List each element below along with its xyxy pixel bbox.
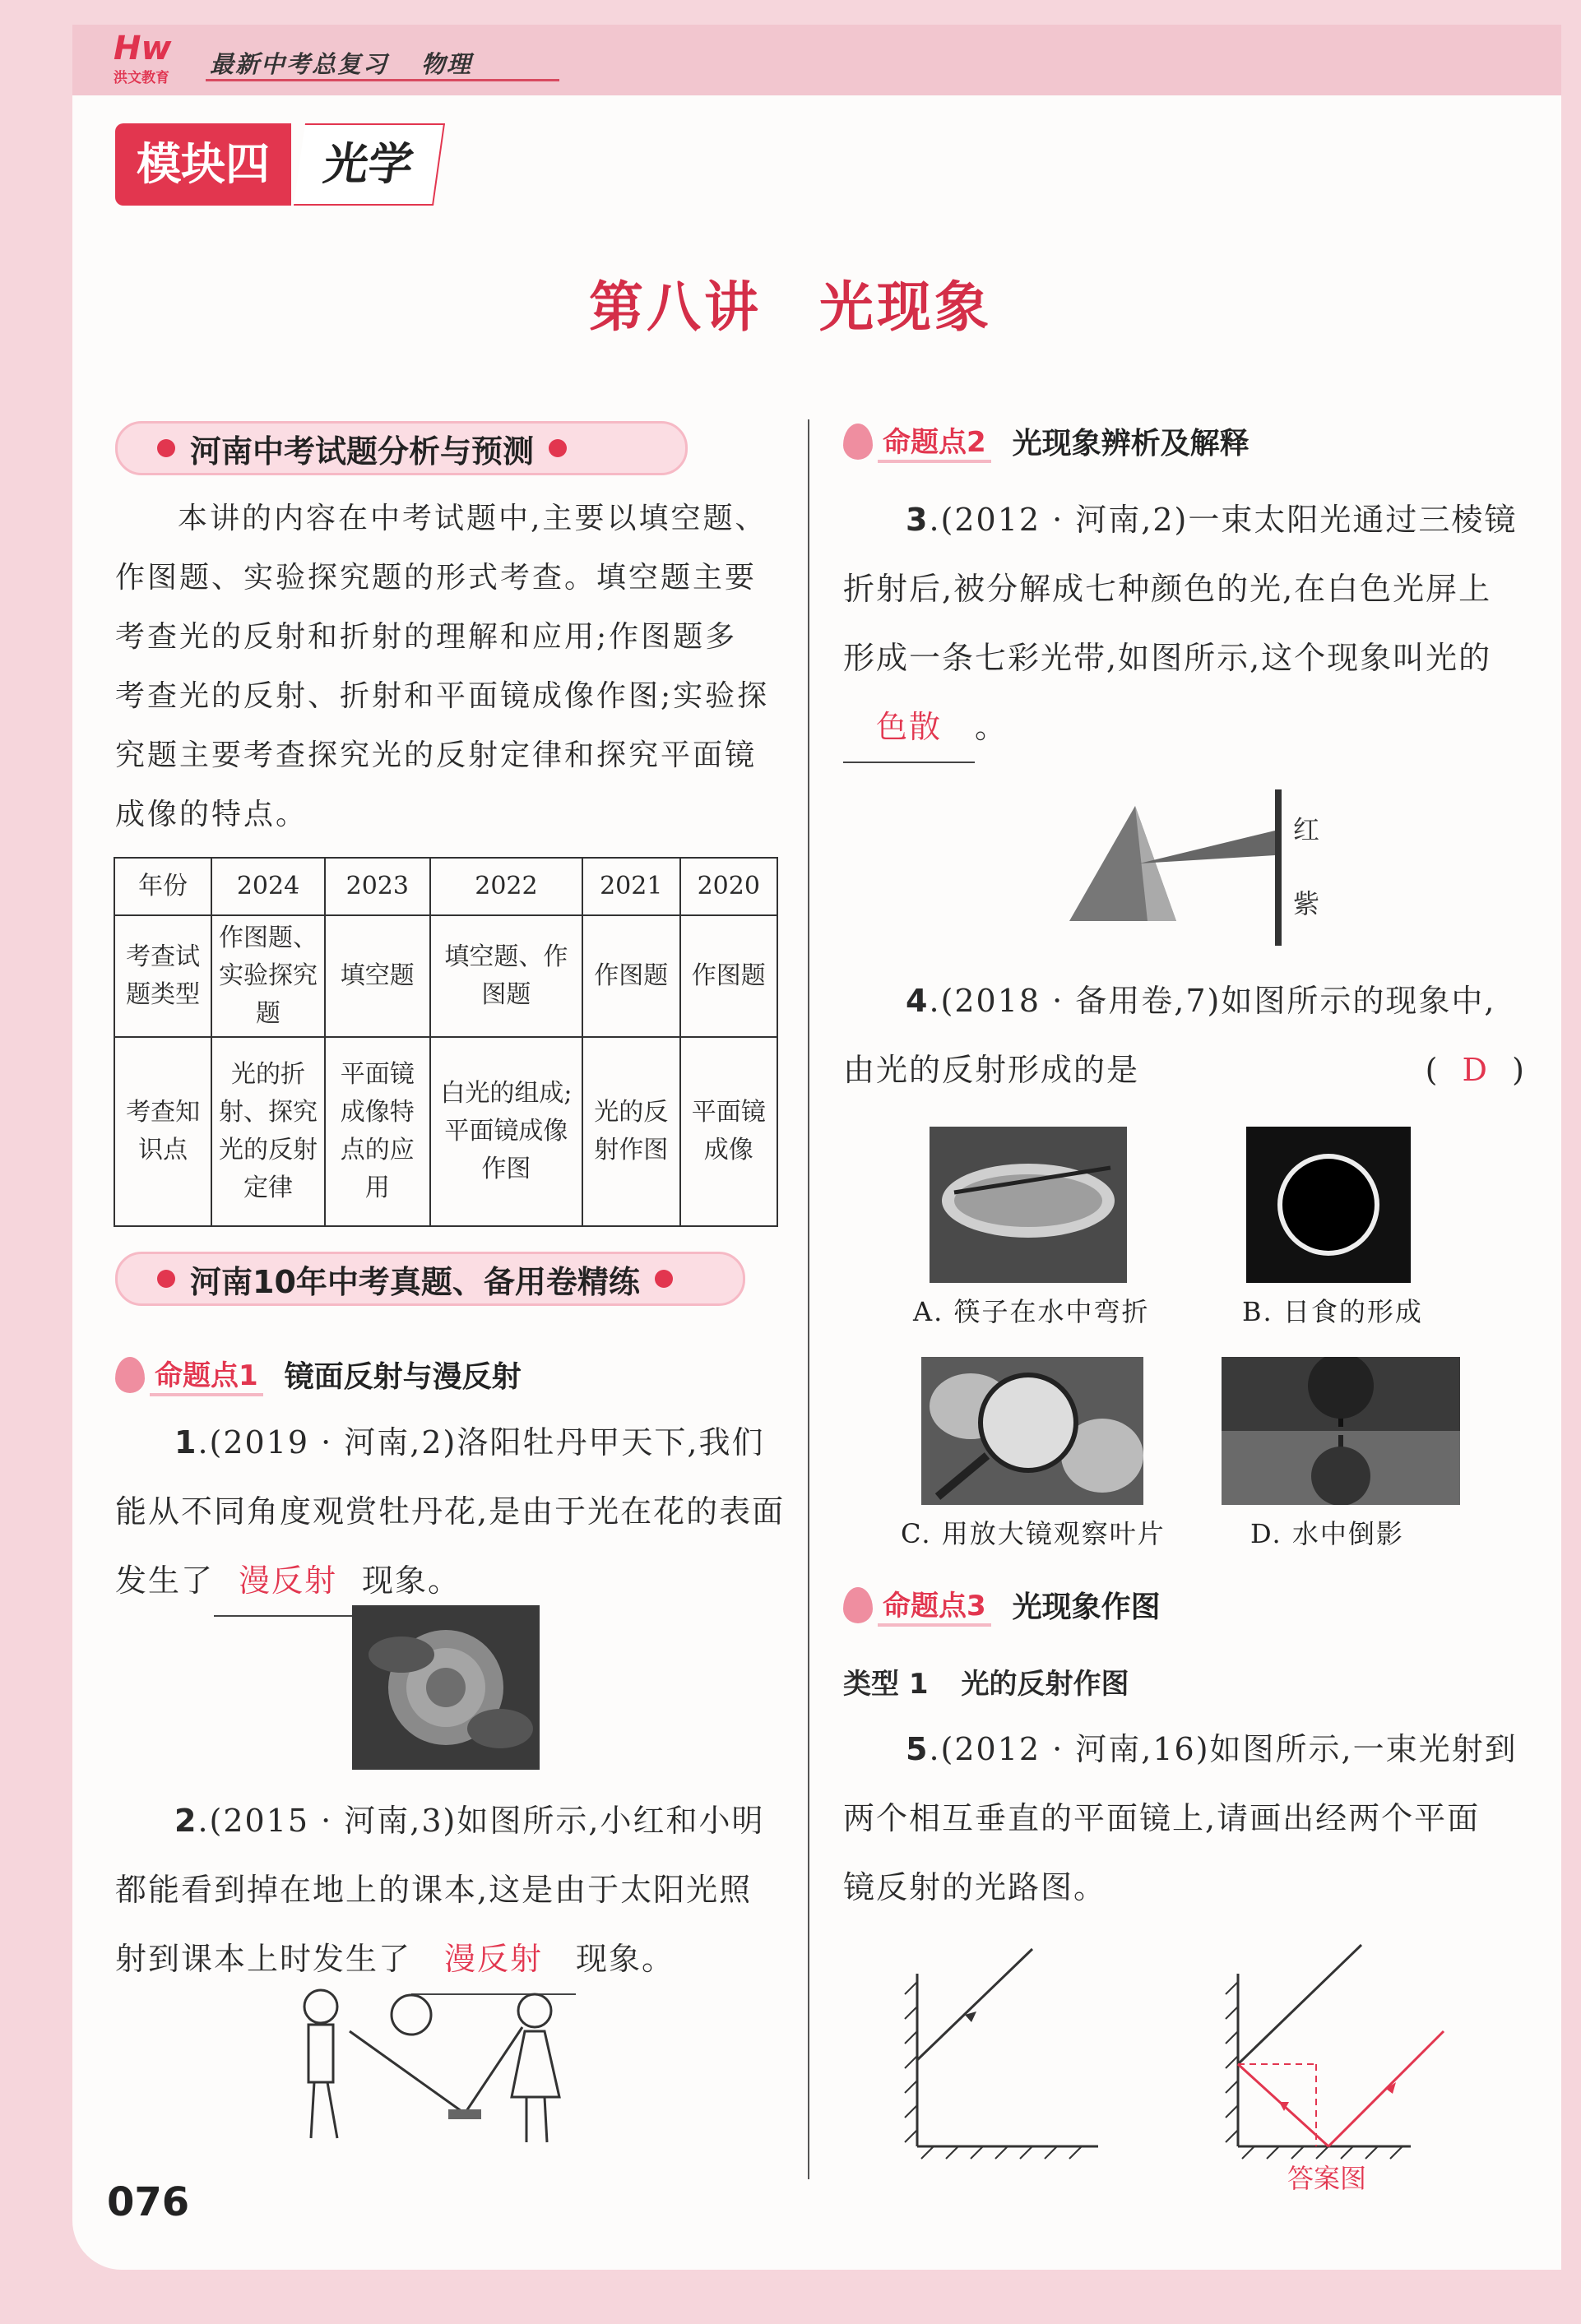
question-source: .(2019 · 河南,2)洛阳牡丹甲天下,我们 (197, 1424, 765, 1461)
purple-label: 紫 (1293, 888, 1320, 919)
question-line: 能从不同角度观赏牡丹花,是由于光在花的表面 (115, 1493, 786, 1530)
drop-icon (843, 1587, 873, 1623)
question-4 (843, 966, 1526, 1104)
table-cell: 考查试题类型 (114, 915, 211, 1037)
bullet-dot-icon (549, 439, 567, 457)
module-name: 光学 (294, 123, 445, 206)
question-number: 4 (906, 983, 930, 1019)
bullet-dot-icon (157, 1270, 175, 1288)
table-row (114, 1037, 777, 1226)
table-header-cell: 2021 (582, 858, 679, 915)
question-source: .(2018 · 备用卷,7)如图所示的现象中, (929, 983, 1496, 1019)
option-a-caption: A. 筷子在水中弯折 (913, 1296, 1150, 1327)
table-cell: 光的折射、探究光的反射定律 (211, 1037, 325, 1226)
table-header-cell: 2022 (430, 858, 582, 915)
table-header-cell: 2023 (325, 858, 430, 915)
header-underline (206, 79, 559, 81)
question-2 (115, 1786, 790, 1995)
table-cell: 平面镜成像 (680, 1037, 778, 1226)
intro-line: 考查光的反射和折射的理解和应用;作图题多 (115, 620, 738, 654)
table-header-cell: 年份 (114, 858, 211, 915)
prism-dispersion-diagram (1069, 781, 1333, 954)
option-c-caption: C. 用放大镜观察叶片 (901, 1518, 1166, 1549)
intro-line: 成像的特点。 (115, 798, 308, 831)
answer-blank: 漫反射 (411, 1924, 576, 1995)
module-label: 模块四 (115, 123, 291, 206)
question-line: 发生了 (115, 1562, 215, 1599)
question-line: 两个相互垂直的平面镜上,请画出经两个平面 (843, 1800, 1481, 1836)
section-heading-practice (115, 1252, 745, 1306)
table-cell: 填空题、作图题 (430, 915, 582, 1037)
intro-line: 考查光的反射、折射和平面镜成像作图;实验探 (115, 679, 770, 713)
series-name: 最新中考总复习 (210, 50, 389, 78)
question-5 (843, 1715, 1526, 1922)
question-line: 折射后,被分解成七种颜色的光,在白色光屏上 (843, 571, 1492, 607)
question-source: .(2012 · 河南,2)一束太阳光通过三棱镜 (929, 502, 1518, 538)
topic-point-label: 命题点2 (878, 419, 991, 463)
question-1 (115, 1408, 790, 1617)
page-number: 076 (107, 2179, 190, 2225)
section-heading-text: 河南中考试题分析与预测 (190, 433, 535, 470)
intro-paragraph (115, 489, 790, 845)
lecture-title (0, 263, 1581, 341)
answer-caption: 答案图 (1287, 2163, 1367, 2194)
table-header-row (114, 858, 777, 915)
topic-point-text: 光现象辨析及解释 (1012, 427, 1250, 461)
answer-paren: ( D ) (1425, 1052, 1526, 1088)
question-number: 5 (906, 1731, 930, 1767)
logo-mark: Hw (114, 30, 172, 67)
option-a-photo (930, 1127, 1127, 1283)
option-c-photo (921, 1357, 1143, 1505)
topic-point-label: 命题点1 (150, 1353, 263, 1396)
logo-name: 洪文教育 (114, 70, 169, 86)
question-line: 镜反射的光路图。 (843, 1869, 1107, 1905)
intro-line: 究题主要考查探究光的反射定律和探究平面镜 (115, 738, 758, 772)
column-divider (808, 419, 809, 2179)
table-cell: 作图题 (582, 915, 679, 1037)
drop-icon (843, 424, 873, 460)
question-line: 现象。 (362, 1562, 461, 1599)
table-header-cell: 2024 (211, 858, 325, 915)
question-line: 现象。 (576, 1941, 675, 1977)
exam-analysis-table (114, 857, 778, 1227)
table-cell: 作图题、实验探究题 (211, 915, 325, 1037)
children-book-illustration (288, 1982, 584, 2155)
question-number: 1 (174, 1424, 198, 1461)
question-line: 都能看到掉在地上的课本,这是由于太阳光照 (115, 1872, 753, 1908)
section-heading-text: 河南10年中考真题、备用卷精练 (190, 1263, 640, 1300)
answer-blank: 色散 (843, 692, 975, 763)
section-heading-analysis (115, 421, 688, 475)
module-banner (115, 123, 439, 206)
topic-point-text: 镜面反射与漫反射 (284, 1360, 522, 1394)
question-line: 射到课本上时发生了 (115, 1941, 412, 1977)
question-3 (843, 485, 1526, 763)
option-d-caption: D. 水中倒影 (1250, 1518, 1404, 1549)
red-label: 红 (1293, 814, 1320, 845)
topic-point-3 (843, 1583, 1161, 1627)
option-d-photo (1222, 1357, 1460, 1505)
question-line: 。 (975, 709, 1008, 745)
series-title (210, 46, 472, 80)
lecture-number: 第八讲 (589, 275, 762, 339)
answer-choice: D (1462, 1052, 1490, 1088)
mirror-answer-diagram (1222, 1941, 1460, 2196)
bullet-dot-icon (157, 439, 175, 457)
question-source: .(2015 · 河南,3)如图所示,小红和小明 (197, 1803, 765, 1839)
lecture-topic: 光现象 (819, 275, 992, 339)
peony-photo (352, 1605, 540, 1770)
question-source: .(2012 · 河南,16)如图所示,一束光射到 (929, 1731, 1518, 1767)
mirror-question-diagram (901, 1941, 1106, 2163)
type-label: 类型 1 (843, 1668, 929, 1701)
option-b-caption: B. 日食的形成 (1242, 1296, 1423, 1327)
topic-point-text: 光现象作图 (1012, 1590, 1161, 1624)
table-row (114, 915, 777, 1037)
table-header-cell: 2020 (680, 858, 778, 915)
table-cell: 填空题 (325, 915, 430, 1037)
type-text: 光的反射作图 (961, 1668, 1129, 1701)
drop-icon (115, 1357, 145, 1393)
type-heading (843, 1661, 1129, 1701)
intro-line: 作图题、实验探究题的形式考查。填空题主要 (115, 561, 758, 595)
question-line: 形成一条七彩光带,如图所示,这个现象叫光的 (843, 640, 1492, 676)
question-line: 由光的反射形成的是 (843, 1052, 1140, 1088)
option-b-photo (1246, 1127, 1411, 1283)
question-number: 3 (906, 502, 930, 538)
topic-point-1 (115, 1353, 522, 1396)
topic-point-label: 命题点3 (878, 1583, 991, 1627)
table-cell: 考查知识点 (114, 1037, 211, 1226)
bullet-dot-icon (655, 1270, 673, 1288)
intro-line: 本讲的内容在中考试题中,主要以填空题、 (178, 502, 767, 535)
topic-point-2 (843, 419, 1250, 463)
answer-blank: 漫反射 (214, 1546, 362, 1617)
question-number: 2 (174, 1803, 198, 1839)
table-cell: 作图题 (680, 915, 778, 1037)
table-cell: 光的反射作图 (582, 1037, 679, 1226)
publisher-logo (114, 31, 196, 92)
subject-name: 物理 (421, 50, 473, 78)
table-cell: 平面镜成像特点的应用 (325, 1037, 430, 1226)
table-cell: 白光的组成;平面镜成像作图 (430, 1037, 582, 1226)
